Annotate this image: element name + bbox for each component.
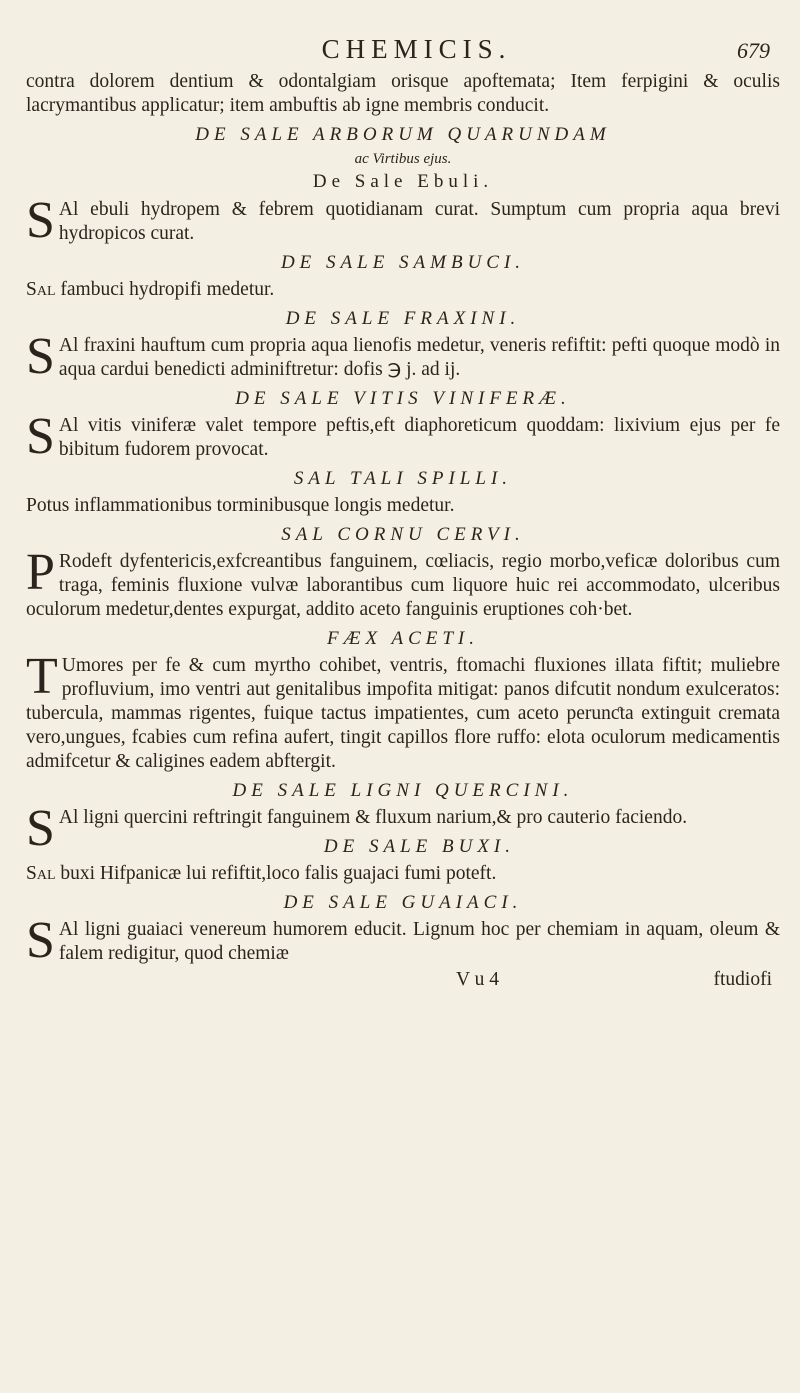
drop-cap: S [26,912,55,969]
section-heading: DE SALE SAMBUCI. [280,252,526,273]
drop-cap: T [26,648,58,705]
lead-word: Sal [26,279,56,300]
paragraph [26,278,780,302]
paragraph [26,912,780,969]
section-heading: SAL CORNU CERVI. [281,524,525,545]
paragraph-text: Al ebuli hydropem & febrem quotidianam curat. Sumptum cum propria aqua brevi hydropicos curat. [58,199,780,244]
lead-word: Sal [26,863,56,884]
paragraph [26,544,780,622]
drop-cap: S [26,800,55,857]
paragraph-text: Al ligni quercini reftringit fanguinem & fluxum narium,& pro cauterio faciendo. [58,807,688,828]
paragraph-text: Al vitis viniferæ valet tempore peftis,eft diaphoreticum quoddam: lixivium ejus per fe bibitum fudorem provocat. [58,415,780,460]
paragraph: contra dolorem dentium & odontalgiam orisque apoftemata; Item ferpigini & oculis lacrymantibus applicatur; item ambuftis ab igne membris conducit. [26,71,780,116]
section-heading: DE SALE BUXI. [323,836,516,857]
section-heading: SAL TALI SPILLI. [293,468,513,489]
catchword: ftudiofi [713,969,772,990]
section-subheading: ac Virtibus ejus. [354,151,452,167]
paragraph [26,408,780,465]
paragraph [26,192,780,249]
page-body [26,70,780,992]
drop-cap: S [26,408,55,465]
section-heading: DE SALE GUAIACI. [283,892,523,913]
section-heading: DE SALE ARBORUM QUARUNDAM [195,124,611,145]
paragraph [26,862,780,886]
section-heading: DE SALE FRAXINI. [285,308,521,329]
paragraph-text: buxi Hifpanicæ lui refiftit,loco falis guajaci fumi poteft. [60,863,497,884]
running-head [26,34,780,70]
page-footer [26,968,780,992]
paragraph-text: Al ligni guaiaci venereum humorem educit. Lignum hoc per chemiam in aquam, oleum & falem redigitur, quod chemiæ [58,919,780,964]
paragraph-text: Al fraxini hauftum cum propria aqua lienofis medetur, veneris refiftit: pefti quoque modò in aqua cardui benedicti adminiftretur: dofis ℈ j. ad ij. [58,335,780,380]
section-heading: DE SALE VITIS VINIFERÆ. [235,388,571,409]
paragraph [26,328,780,385]
running-title: CHEMICIS. [321,34,512,64]
paragraph [26,648,780,774]
section-heading: FÆX ACETI. [326,628,480,649]
drop-cap: P [26,544,55,601]
paragraph-text: fambuci hydropifi medetur. [60,279,275,300]
section-heading: DE SALE LIGNI QUERCINI. [232,780,574,801]
section-heading: De Sale Ebuli. [312,171,494,192]
paragraph-text: Rodeft dyfentericis,exfcreantibus fanguinem, cœliacis, regio morbo,veficæ doloribus cum traga, feminis fluxione vulvæ laborantibus cum liquore huic rei accommodato, ulceribus oculorum medetur,dentes expurgat, addito aceto fanguinis eruptiones coh·bet. [26,551,780,620]
paragraph-text: Umores per fe & cum myrtho cohibet, ventris, ftomachi fluxiones illata fiftit; muliebre profluvium, imo ventri aut genitalibus impofita mitigat: panos difcutit nondum exulceratos: tubercula, mammas rigentes, fuique tactus impatientes, cum aceto perunƈta extinguit cremata vero,ungues, fcabies cum refina aufert, tingit capillos flore ruffo: elota oculorum medicamentis admifcetur & caligines eadem abftergit. [26,655,780,772]
page-number: 679 [737,38,770,63]
drop-cap: S [26,192,55,249]
signature-mark: V u 4 [456,969,499,990]
paragraph: Potus inflammationibus torminibusque longis medetur. [26,495,455,516]
drop-cap: S [26,328,55,385]
